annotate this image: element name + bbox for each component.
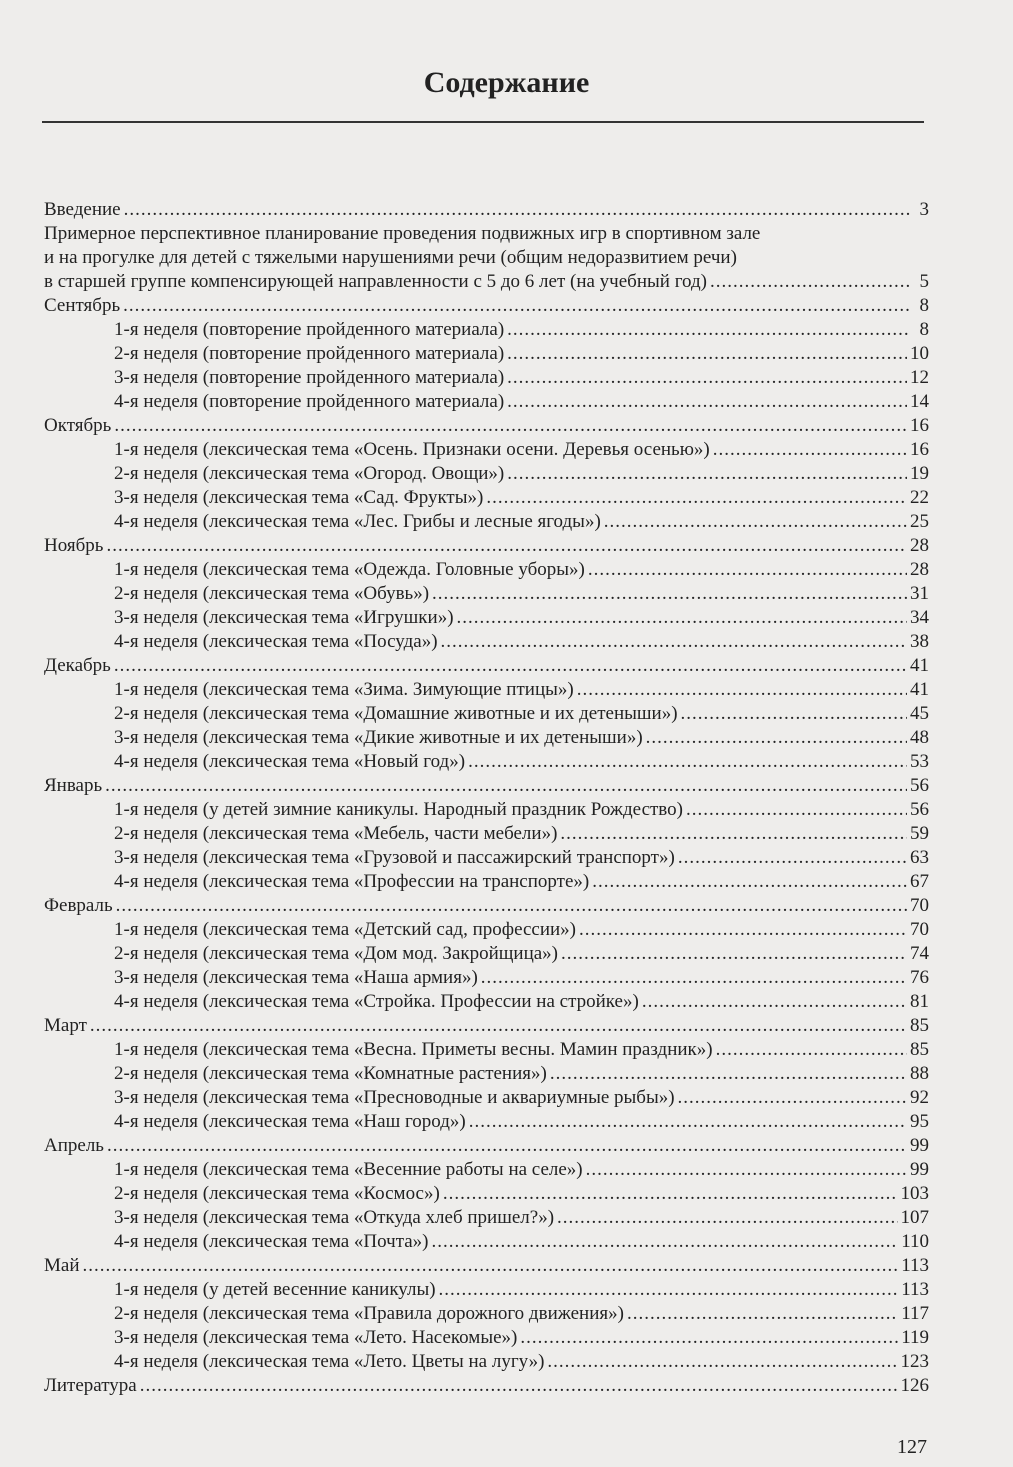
dot-leader [577, 678, 907, 702]
toc-entry-page: 123 [900, 1351, 929, 1372]
toc-month-entry [44, 1134, 929, 1158]
toc-entry-page: 110 [901, 1231, 929, 1252]
toc-week-entry [44, 846, 929, 870]
toc-entry-page: 126 [900, 1375, 929, 1396]
toc-entry-text: Декабрь [44, 655, 111, 676]
dot-leader [106, 534, 907, 558]
table-of-contents [44, 198, 929, 1398]
toc-week-entry [44, 1278, 929, 1302]
toc-entry-text: 2-я неделя (лексическая тема «Дом мод. Закройщица») [114, 943, 559, 964]
toc-entry-text: Февраль [44, 895, 113, 916]
toc-entry-page: 85 [910, 1039, 929, 1060]
toc-week-entry [44, 990, 929, 1014]
dot-leader [507, 462, 907, 486]
toc-week-entry [44, 558, 929, 582]
toc-entry-page: 53 [910, 751, 929, 772]
toc-week-entry [44, 870, 929, 894]
toc-entry-page: 10 [910, 343, 929, 364]
toc-month-entry [44, 894, 929, 918]
toc-entry-page: 41 [910, 655, 929, 676]
toc-entry-text: Октябрь [44, 415, 112, 436]
page-title: Содержание [423, 66, 590, 99]
toc-entry-text: 4-я неделя (повторение пройденного материала) [114, 391, 505, 412]
dot-leader [588, 558, 907, 582]
toc-entry-page: 59 [910, 823, 929, 844]
toc-entry-page: 85 [910, 1015, 929, 1036]
dot-leader [716, 1038, 907, 1062]
dot-leader [592, 870, 907, 894]
toc-entry-text: 4-я неделя (лексическая тема «Стройка. Профессии на стройке») [114, 991, 639, 1012]
toc-entry-text: 4-я неделя (лексическая тема «Профессии на транспорте») [114, 871, 590, 892]
toc-entry-page: 48 [910, 727, 929, 748]
dot-leader [441, 630, 907, 654]
toc-week-entry [44, 678, 929, 702]
dot-leader [686, 798, 907, 822]
toc-entry-page: 16 [910, 439, 929, 460]
toc-entry-text: 1-я неделя (у детей весенние каникулы) [114, 1279, 436, 1300]
toc-week-entry [44, 342, 929, 366]
toc-entry-text: 1-я неделя (повторение пройденного материала) [114, 319, 505, 340]
toc-entry-text: 2-я неделя (лексическая тема «Правила дорожного движения») [114, 1303, 624, 1324]
dot-leader [550, 1062, 907, 1086]
dot-leader [486, 486, 907, 510]
toc-planning-line-3: в старшей группе компенсирующей направленности с 5 до 6 лет (на учебный год) [44, 271, 707, 292]
toc-entry-text: 2-я неделя (лексическая тема «Космос») [114, 1183, 440, 1204]
toc-entry-page: 70 [910, 919, 929, 940]
toc-entry-page: 92 [910, 1087, 929, 1108]
toc-week-entry [44, 462, 929, 486]
toc-entry-page: 113 [901, 1255, 929, 1276]
toc-week-entry [44, 1302, 929, 1326]
toc-entry-page: 34 [910, 607, 929, 628]
dot-leader [140, 1374, 898, 1398]
toc-entry-text: 3-я неделя (лексическая тема «Пресноводные и аквариумные рыбы») [114, 1087, 675, 1108]
toc-entry-page: 12 [910, 367, 929, 388]
dot-leader [114, 414, 907, 438]
toc-entry-text: 1-я неделя (у детей зимние каникулы. Народный праздник Рождество) [114, 799, 683, 820]
toc-entry-text: 3-я неделя (лексическая тема «Грузовой и пассажирский транспорт») [114, 847, 675, 868]
toc-entry-page: 107 [900, 1207, 929, 1228]
toc-entry-page: 95 [910, 1111, 929, 1132]
toc-entry-page: 56 [910, 799, 929, 820]
dot-leader [678, 1086, 907, 1110]
toc-week-entry [44, 942, 929, 966]
toc-entry-page: 99 [910, 1159, 929, 1180]
dot-leader [547, 1350, 897, 1374]
toc-week-entry [44, 918, 929, 942]
dot-leader [507, 342, 907, 366]
dot-leader [123, 294, 910, 318]
dot-leader [481, 966, 907, 990]
toc-entry-page: 88 [910, 1063, 929, 1084]
toc-entry-page: 119 [901, 1327, 929, 1348]
toc-entry-text: Ноябрь [44, 535, 104, 556]
toc-month-entry [44, 534, 929, 558]
toc-entry-text: Май [44, 1255, 80, 1276]
toc-entry-text: 2-я неделя (лексическая тема «Домашние животные и их детеныши») [114, 703, 678, 724]
toc-entry-page: 67 [910, 871, 929, 892]
toc-entry-page: 8 [919, 319, 929, 340]
dot-leader [90, 1014, 907, 1038]
toc-week-entry [44, 822, 929, 846]
dot-leader [604, 510, 907, 534]
toc-entry-text: 3-я неделя (лексическая тема «Лето. Насекомые») [114, 1327, 518, 1348]
toc-month-entry [44, 654, 929, 678]
toc-months [44, 294, 929, 1374]
dot-leader [457, 606, 907, 630]
toc-entry-text: Март [44, 1015, 87, 1036]
dot-leader [116, 894, 907, 918]
toc-week-entry [44, 318, 929, 342]
toc-entry-text: 1-я неделя (лексическая тема «Осень. Признаки осени. Деревья осенью») [114, 439, 710, 460]
dot-leader [681, 702, 907, 726]
dot-leader [627, 1302, 898, 1326]
dot-leader [83, 1254, 899, 1278]
toc-month-entry [44, 1254, 929, 1278]
toc-entry-page: 28 [910, 535, 929, 556]
toc-week-entry [44, 486, 929, 510]
toc-entry-page: 38 [910, 631, 929, 652]
toc-entry-text: 2-я неделя (повторение пройденного материала) [114, 343, 505, 364]
toc-entry-text: Сентябрь [44, 295, 121, 316]
toc-week-entry [44, 966, 929, 990]
dot-leader [561, 942, 907, 966]
toc-entry-text: Апрель [44, 1135, 104, 1156]
dot-leader [114, 654, 907, 678]
toc-entry-intro [44, 198, 929, 222]
toc-entry-page: 103 [900, 1183, 929, 1204]
toc-entry-text: 3-я неделя (лексическая тема «Откуда хлеб пришел?») [114, 1207, 555, 1228]
toc-entry-text: 1-я неделя (лексическая тема «Весенние работы на селе») [114, 1159, 583, 1180]
toc-week-entry [44, 1038, 929, 1062]
toc-entry-literature [44, 1374, 929, 1398]
toc-entry-page: 99 [910, 1135, 929, 1156]
toc-entry-text: 2-я неделя (лексическая тема «Огород. Овощи») [114, 463, 505, 484]
toc-entry-page: 31 [910, 583, 929, 604]
toc-entry-page: 16 [910, 415, 929, 436]
toc-entry-text: 2-я неделя (лексическая тема «Комнатные растения») [114, 1063, 547, 1084]
toc-entry-page: 76 [910, 967, 929, 988]
toc-week-entry [44, 606, 929, 630]
toc-entry-page: 22 [910, 487, 929, 508]
dot-leader [105, 774, 907, 798]
toc-week-entry [44, 438, 929, 462]
toc-entry-page: 113 [901, 1279, 929, 1300]
toc-entry-text: 1-я неделя (лексическая тема «Одежда. Головные уборы») [114, 559, 585, 580]
toc-entry-text: 4-я неделя (лексическая тема «Новый год») [114, 751, 466, 772]
toc-week-entry [44, 1086, 929, 1110]
toc-entry-page: 56 [910, 775, 929, 796]
toc-month-entry [44, 294, 929, 318]
toc-entry-page: 14 [910, 391, 929, 412]
toc-week-entry [44, 726, 929, 750]
toc-week-entry [44, 582, 929, 606]
title-rule [42, 121, 924, 123]
toc-entry-text: 4-я неделя (лексическая тема «Лето. Цветы на лугу») [114, 1351, 545, 1372]
toc-week-entry [44, 510, 929, 534]
dot-leader [586, 1158, 907, 1182]
toc-entry-text: 1-я неделя (лексическая тема «Детский сад, профессии») [114, 919, 577, 940]
toc-entry-page: 81 [910, 991, 929, 1012]
toc-planning-line-2: и на прогулке для детей с тяжелыми нарушениями речи (общим недоразвитием речи) [44, 247, 737, 268]
dot-leader [432, 1230, 899, 1254]
toc-week-entry [44, 366, 929, 390]
dot-leader [560, 822, 907, 846]
dot-leader [678, 846, 907, 870]
toc-entry-text: Введение [44, 199, 121, 220]
toc-entry-page: 28 [910, 559, 929, 580]
toc-entry-text: Январь [44, 775, 103, 796]
toc-week-entry [44, 1230, 929, 1254]
toc-entry-page: 3 [919, 199, 929, 220]
dot-leader [642, 990, 907, 1014]
toc-entry-page: 117 [901, 1303, 929, 1324]
toc-week-entry [44, 1062, 929, 1086]
toc-entry-page: 8 [919, 295, 929, 316]
toc-entry-text: 3-я неделя (лексическая тема «Игрушки») [114, 607, 454, 628]
toc-entry-text: 2-я неделя (лексическая тема «Мебель, части мебели») [114, 823, 558, 844]
toc-week-entry [44, 390, 929, 414]
toc-entry-text: 1-я неделя (лексическая тема «Весна. Приметы весны. Мамин праздник») [114, 1039, 713, 1060]
toc-entry-planning [44, 270, 929, 294]
toc-week-entry [44, 1206, 929, 1230]
dot-leader [579, 918, 907, 942]
toc-week-entry [44, 1350, 929, 1374]
dot-leader [507, 390, 907, 414]
toc-entry-page: 5 [919, 271, 929, 292]
dot-leader [713, 438, 907, 462]
dot-leader [124, 198, 910, 222]
toc-month-entry [44, 414, 929, 438]
toc-entry-text: Литература [44, 1375, 137, 1396]
toc-entry-page: 41 [910, 679, 929, 700]
dot-leader [432, 582, 907, 606]
toc-entry-text: 3-я неделя (повторение пройденного материала) [114, 367, 505, 388]
dot-leader [469, 1110, 907, 1134]
toc-entry-text: 4-я неделя (лексическая тема «Наш город») [114, 1111, 466, 1132]
toc-entry-text: 3-я неделя (лексическая тема «Сад. Фрукты») [114, 487, 484, 508]
toc-planning-line-1: Примерное перспективное планирование проведения подвижных игр в спортивном зале [44, 223, 761, 244]
toc-entry-page: 70 [910, 895, 929, 916]
toc-entry-text: 3-я неделя (лексическая тема «Дикие животные и их детеныши») [114, 727, 643, 748]
toc-entry-text: 4-я неделя (лексическая тема «Лес. Грибы и лесные ягоды») [114, 511, 601, 532]
toc-entry-text: 1-я неделя (лексическая тема «Зима. Зимующие птицы») [114, 679, 574, 700]
dot-leader [507, 366, 907, 390]
toc-week-entry [44, 750, 929, 774]
toc-week-entry [44, 702, 929, 726]
toc-entry-page: 63 [910, 847, 929, 868]
dot-leader [443, 1182, 898, 1206]
dot-leader [107, 1134, 907, 1158]
toc-month-entry [44, 774, 929, 798]
toc-entry-page: 25 [910, 511, 929, 532]
toc-entry-text: 2-я неделя (лексическая тема «Обувь») [114, 583, 430, 604]
dot-leader [468, 750, 907, 774]
dot-leader [520, 1326, 898, 1350]
toc-week-entry [44, 1182, 929, 1206]
toc-week-entry [44, 798, 929, 822]
page-number: 127 [897, 1436, 927, 1458]
dot-leader [646, 726, 907, 750]
toc-entry-text: 4-я неделя (лексическая тема «Почта») [114, 1231, 429, 1252]
toc-week-entry [44, 1326, 929, 1350]
toc-week-entry [44, 630, 929, 654]
dot-leader [557, 1206, 897, 1230]
toc-entry-text: 3-я неделя (лексическая тема «Наша армия») [114, 967, 478, 988]
dot-leader [507, 318, 910, 342]
toc-week-entry [44, 1158, 929, 1182]
toc-week-entry [44, 1110, 929, 1134]
dot-leader [710, 270, 910, 294]
toc-entry-page: 45 [910, 703, 929, 724]
toc-month-entry [44, 1014, 929, 1038]
toc-entry-text: 4-я неделя (лексическая тема «Посуда») [114, 631, 438, 652]
toc-entry-page: 74 [910, 943, 929, 964]
dot-leader [439, 1278, 899, 1302]
toc-entry-page: 19 [910, 463, 929, 484]
